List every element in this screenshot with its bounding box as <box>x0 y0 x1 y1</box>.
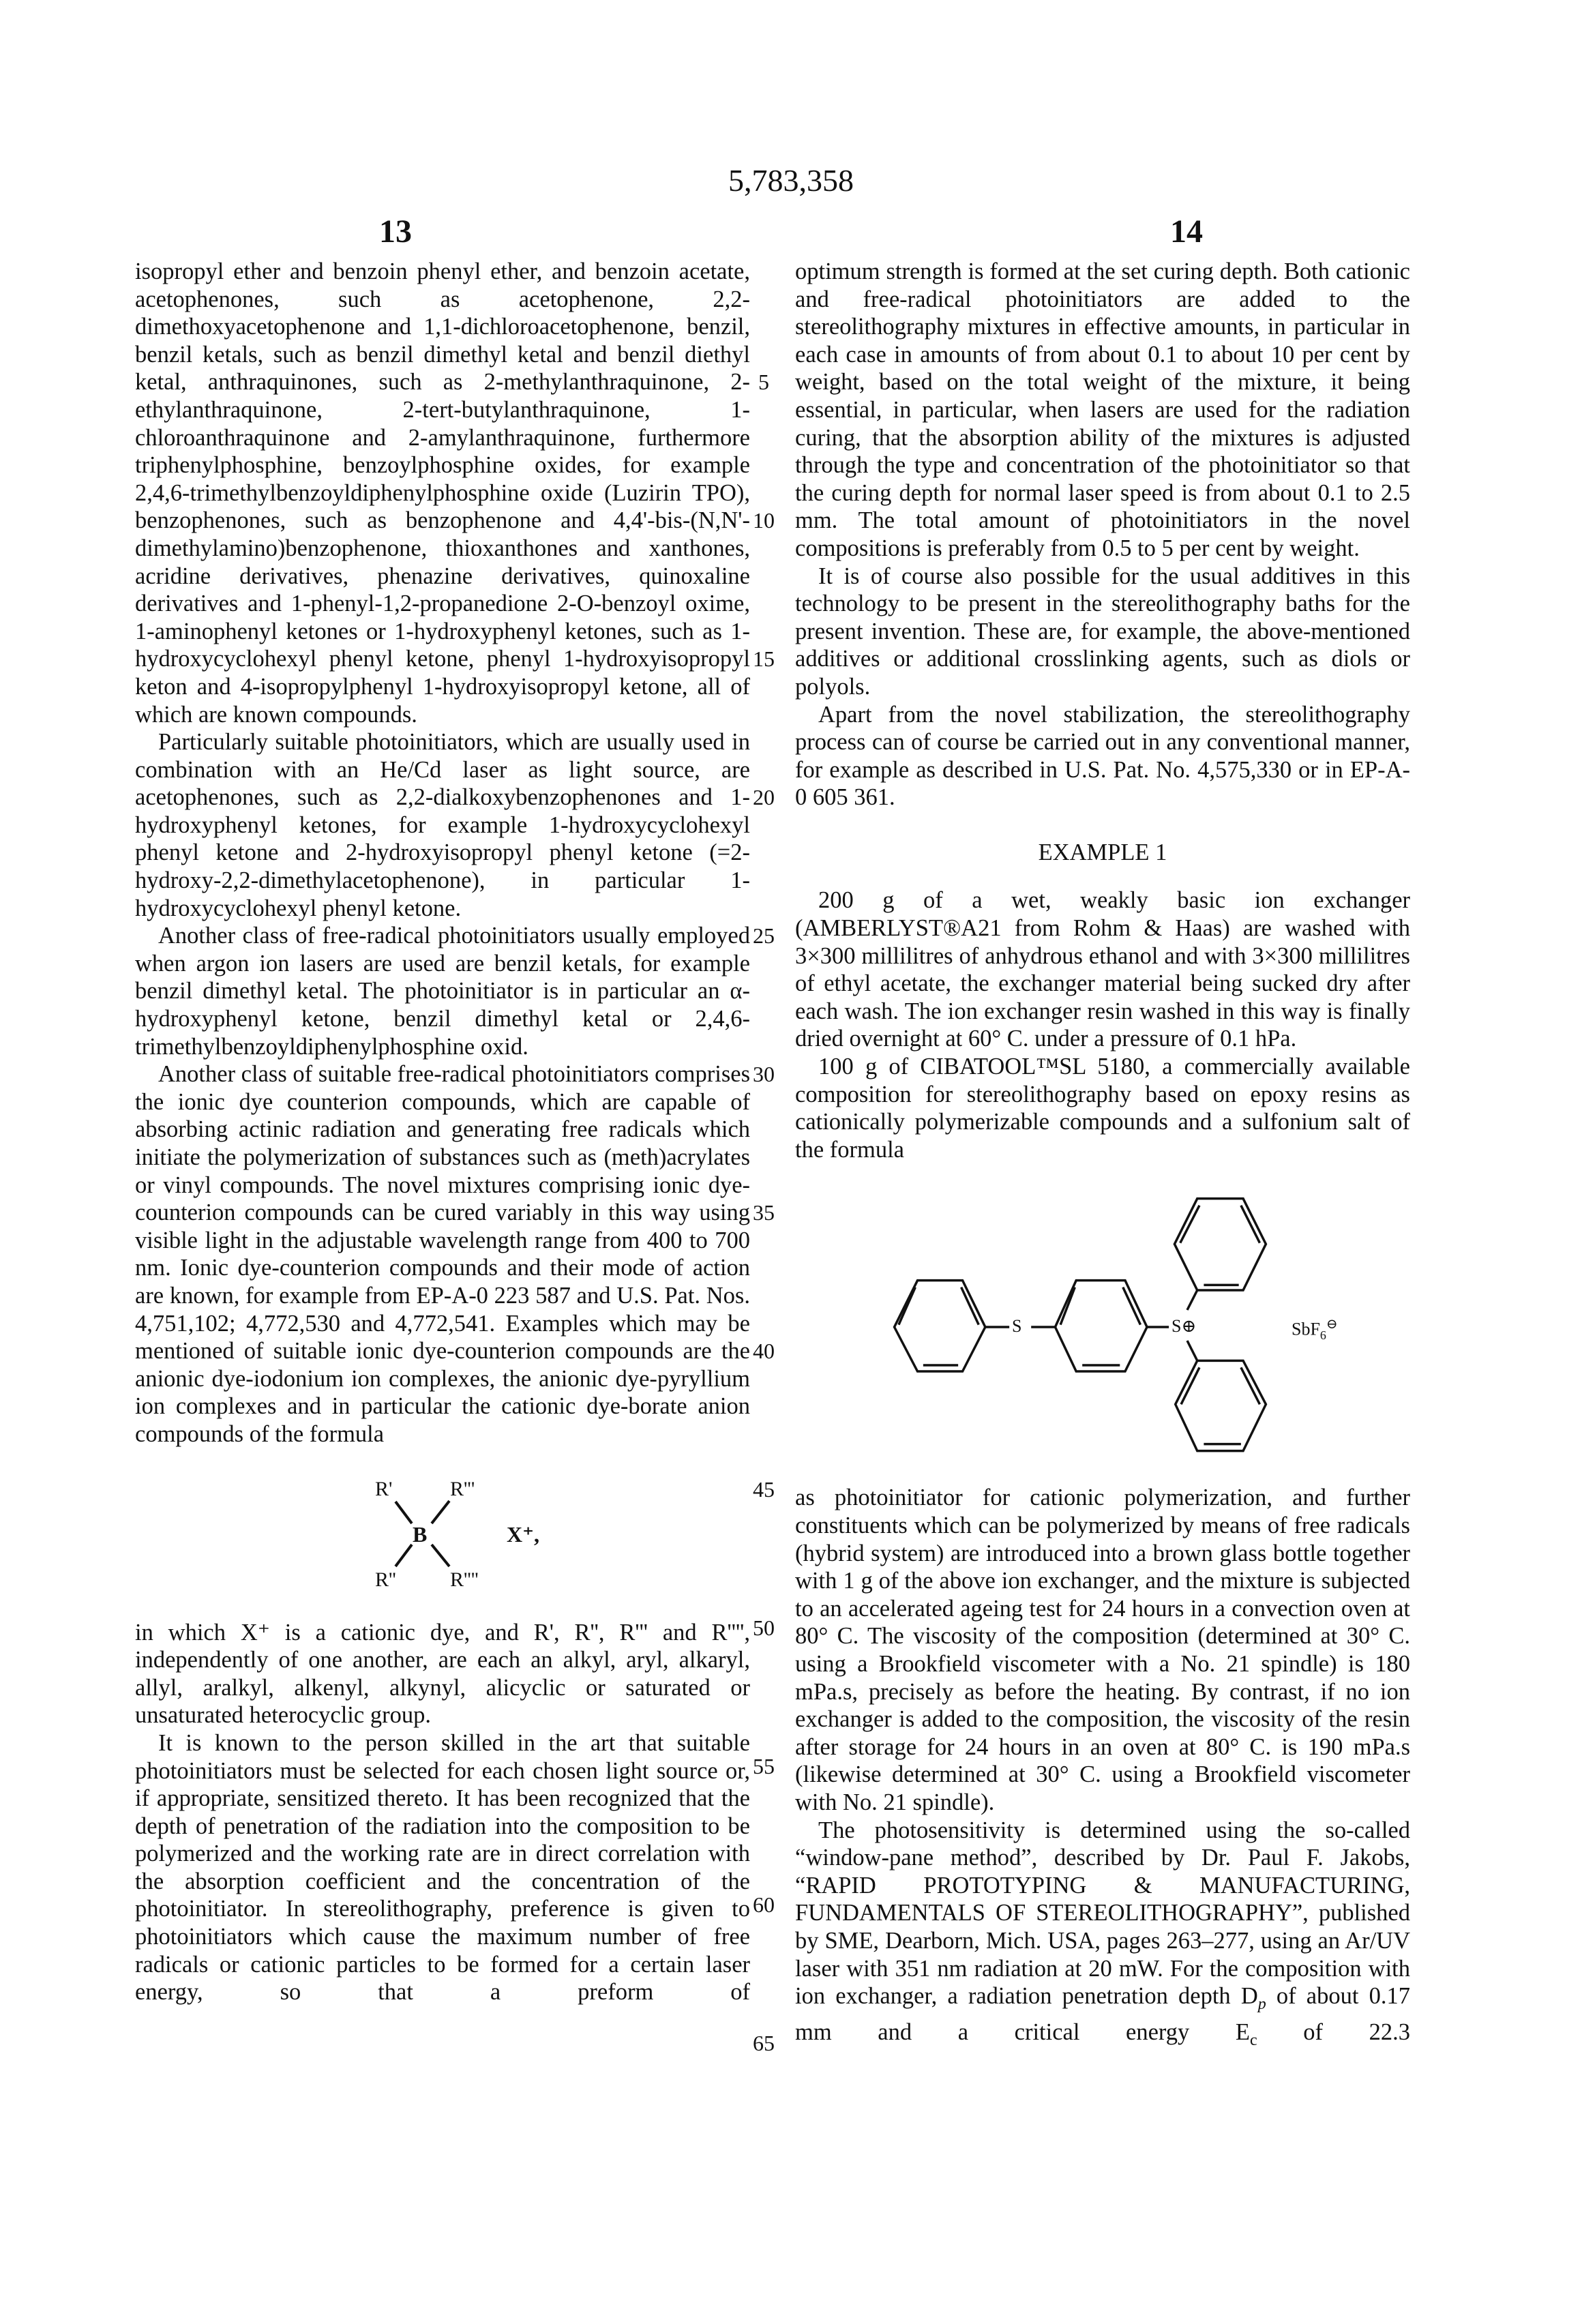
line-number: 25 <box>750 922 777 950</box>
paragraph-text: The photosensitivity is determined using the so-called “window-pane method”, described by Dr. Paul F. Jakobs, “RAPID PROTOTYPING & MANUFACTURING, FUNDAMENTALS OF STEREOLITHOGRAPHY”, published by SME, Dearborn, Mich. USA, pages 263–277, using an Ar/UV laser with 351 nm radiation at 20 mW. For the composition with ion exchanger, a radiation penetration depth <box>795 1817 1410 2010</box>
line-number: 50 <box>750 1614 777 1642</box>
line-number: 35 <box>750 1199 777 1227</box>
line-number: 55 <box>750 1753 777 1781</box>
line-number: 5 <box>750 368 777 396</box>
paragraph: 200 g of a wet, weakly basic ion exchanger (AMBERLYST®A21 from Rohm & Haas) are washed with 3×300 millilitres of anhydrous ethanol and with 3×300 millilitres of ethyl acetate, the exchanger material being sucked dry after each wash. The ion exchanger resin washed in this way is finally dried overnight at 60° C. under a pressure of 0.1 hPa. <box>795 887 1410 1053</box>
right-column-number: 14 <box>1152 213 1221 250</box>
paragraph: Another class of suitable free-radical photoinitiators comprises the ionic dye counterion compounds, which are capable of absorbing actinic radiation and generating free radicals which initiate the polymerization of substances such as (meth)acrylates or vinyl compounds. The novel mixtures comprising ionic dye-counterion compounds can be cured variably in this way using visible light in the adjustable wavelength range from 400 to 700 nm. Ionic dye-counterion compounds and their mode of action are known, for example from EP-A-0 223 587 and U.S. Pat. Nos. 4,751,102; 4,772,530 and 4,772,541. Examples which may be mentioned of suitable ionic dye-counterion compounds are the anionic dye-iodonium ion complexes, the anionic dye-pyryllium ion complexes and in particular the cationic dye-borate anion compounds of the formula <box>135 1060 750 1448</box>
borate-bonds <box>135 1448 750 1619</box>
paragraph: optimum strength is formed at the set curing depth. Both cationic and free-radical photoinitiators are added to the stereolithography mixtures in effective amounts, in particular in each case in amounts of from about 0.1 to about 10 per cent by weight, based on the total weight of the mixture, it being essential, in particular, when lasers are used for the radiation curing, that the absorption ability of the mixtures is adjusted through the type and concentration of the photoinitiator so that the curing depth for normal laser speed is from about 0.1 to 2.5 mm. The total amount of photoinitiators in the novel compositions is preferably from 0.5 to 5 per cent by weight. <box>795 258 1410 563</box>
line-number: 45 <box>750 1476 777 1504</box>
left-column-number: 13 <box>361 213 430 250</box>
paragraph: It is of course also possible for the usual additives in this technology to be present in the stereolithography baths for the present invention. These are, for example, the above-mentioned additives or additional crosslinking agents, such as diols or polyols. <box>795 563 1410 701</box>
substituent-r2: R'' <box>375 1570 396 1590</box>
paragraph: in which X⁺ is a cationic dye, and R', R'', R''' and R'''', independently of one another, are each an alkyl, aryl, alkaryl, allyl, aralkyl, alkenyl, alkynyl, alicyclic or saturated or unsaturated heterocyclic group. <box>135 1619 750 1729</box>
substituent-r1: R' <box>375 1479 392 1500</box>
patent-number: 5,783,358 <box>0 162 1582 198</box>
paragraph: Another class of free-radical photoinitiators usually employed when argon ion lasers are used are benzil ketals, for example benzil dimethyl ketal. The photoinitiator is in particular an α-hydroxyphenyl ketone, benzil dimethyl ketal or 2,4,6-trimethylbenzoyldiphenylphosphine oxid. <box>135 922 750 1060</box>
substituent-r3: R''' <box>450 1479 475 1500</box>
paragraph: 100 g of CIBATOOL™SL 5180, a commercially available composition for stereolithography based on epoxy resins as cationically polymerizable compounds and a sulfonium salt of the formula <box>795 1053 1410 1163</box>
penetration-depth-subscript: p <box>1258 1995 1266 2013</box>
paragraph: as photoinitiator for cationic polymerization, and further constituents which can be polymerized by means of free radicals (hybrid system) are introduced into a brown glass bottle together with 1 g of the above ion exchanger, and the mixture is subjected to an accelerated ageing test for 24 hours in a convection oven at 80° C. The viscosity of the composition (determined at 30° C. using a Brookfield viscometer with a No. 21 spindle) is 180 mPa.s, precisely as before the heating. By contrast, if no ion exchanger is added to the composition, the viscosity of the resin after storage for 24 hours in an oven at 80° C. is 190 mPa.s (likewise determined at 30° C. using a Brookfield viscometer with No. 21 spindle). <box>795 1484 1410 1816</box>
anion-subscript: 6 <box>1320 1328 1326 1342</box>
paragraph-text: of about 0.17 mm and a critical energy <box>795 1983 1410 2044</box>
sulfonium-structure <box>784 1143 1466 1498</box>
paragraph: It is known to the person skilled in the art that suitable photoinitiators must be selected for each chosen light source or, if appropriate, sensitized thereto. It has been recognized that the depth of penetration of the radiation into the composition to be polymerized and the working rate are in direct correlation with the absorption coefficient and the concentration of the photoinitiator. In stereolithography, preference is given to photoinitiators which cause the maximum number of free radicals or cationic particles to be formed for a certain laser energy, so that a preform of <box>135 1729 750 2006</box>
anion-formula: SbF <box>1292 1320 1320 1339</box>
sulfonium-formula <box>795 1163 1410 1484</box>
paragraph: isopropyl ether and benzoin phenyl ether, and benzoin acetate, acetophenones, such as acetophenone, 2,2-dimethoxyacetophenone and 1,1-dichloroacetophenone, benzil, benzil ketals, such as benzil dimethyl ketal and benzil diethyl ketal, anthraquinones, such as 2-methylanthraquinone, 2-ethylanthraquinone, 2-tert-butylanthraquinone, 1-chloroanthraquinone and 2-amylanthraquinone, furthermore triphenylphosphine, benzoylphosphine oxides, for example 2,4,6-trimethylbenzoyldiphenylphosphine oxide (Luzirin TPO), benzophenones, such as benzophenone and 4,4'-bis-(N,N'-dimethylamino)benzophenone, thioxanthones and xanthones, acridine derivatives, phenazine derivatives, quinoxaline derivatives and 1-phenyl-1,2-propanedione 2-O-benzoyl oxime, 1-aminophenyl ketones or 1-hydroxyphenyl ketones, such as 1-hydroxycyclohexyl phenyl ketone, phenyl 1-hydroxyisopropyl keton and 4-isopropylphenyl 1-hydroxyisopropyl ketone, all of which are known compounds. <box>135 258 750 728</box>
line-number: 65 <box>750 2029 777 2057</box>
line-number: 40 <box>750 1337 777 1365</box>
line-number: 10 <box>750 507 777 535</box>
critical-energy-subscript: c <box>1250 2031 1257 2049</box>
anion-charge: ⊖ <box>1326 1317 1338 1332</box>
example-heading: EXAMPLE 1 <box>795 839 1410 867</box>
left-column <box>135 258 750 2006</box>
line-number: 15 <box>750 645 777 673</box>
hexafluoroantimonate-anion <box>1292 1317 1338 1341</box>
counter-ion: X⁺, <box>507 1523 539 1545</box>
boron-atom: B <box>413 1523 427 1545</box>
sulfonium-sulfur: S⊕ <box>1171 1317 1196 1335</box>
paragraph <box>795 1817 1410 2055</box>
paragraph: Particularly suitable photoinitiators, which are usually used in combination with an He/Cd laser as light source, are acetophenones, such as 2,2-dialkoxybenzophenones and 1-hydroxyphenyl ketones, for example 1-hydroxycyclohexyl phenyl ketone and 2-hydroxyisopropyl phenyl ketone (=2-hydroxy-2,2-dimethylacetophenone), in particular 1-hydroxycyclohexyl phenyl ketone. <box>135 728 750 922</box>
penetration-depth-symbol: D <box>1241 1983 1258 2009</box>
line-number: 60 <box>750 1891 777 1919</box>
right-column <box>795 258 1410 2054</box>
paragraph: Apart from the novel stabilization, the stereolithography process can of course be carried out in any conventional manner, for example as described in U.S. Pat. No. 4,575,330 or in EP-A-0 605 361. <box>795 701 1410 811</box>
borate-formula <box>135 1448 750 1619</box>
line-number: 30 <box>750 1060 777 1088</box>
thioether-sulfur: S <box>1012 1317 1021 1335</box>
substituent-r4: R'''' <box>450 1570 479 1590</box>
line-number: 20 <box>750 784 777 811</box>
paragraph-text: of 22.3 <box>1257 2019 1410 2045</box>
critical-energy-symbol: E <box>1236 2019 1250 2045</box>
